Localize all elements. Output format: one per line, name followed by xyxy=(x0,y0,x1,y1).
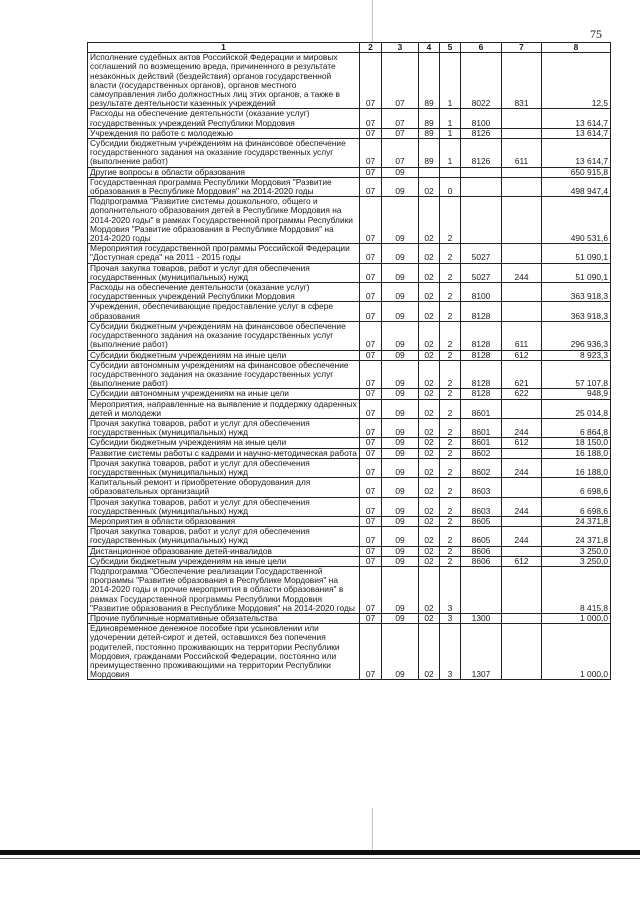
row-amount: 6 698,6 xyxy=(542,478,611,497)
row-program: 89 xyxy=(419,109,440,128)
row-subprogram: 2 xyxy=(440,360,461,389)
row-subprogram: 2 xyxy=(440,527,461,546)
row-subprogram: 2 xyxy=(440,556,461,566)
row-expense-type xyxy=(502,167,542,177)
row-name: Субсидии бюджетным учреждениям на иные цели xyxy=(88,556,360,566)
row-amount: 24 371,8 xyxy=(542,516,611,526)
row-program: 02 xyxy=(419,263,440,282)
row-name: Учреждения, обеспечивающие предоставление услуг в сфере образования xyxy=(88,302,360,321)
row-target-article: 8606 xyxy=(461,556,502,566)
row-target-article: 8100 xyxy=(461,109,502,128)
row-program: 02 xyxy=(419,527,440,546)
row-expense-type xyxy=(502,197,542,244)
row-amount: 363 918,3 xyxy=(542,283,611,302)
row-subsection: 09 xyxy=(382,478,419,497)
row-expense-type xyxy=(502,109,542,128)
row-expense-type xyxy=(502,244,542,263)
row-amount: 13 614,7 xyxy=(542,139,611,168)
row-target-article: 8601 xyxy=(461,418,502,437)
row-program: 02 xyxy=(419,321,440,350)
row-amount: 296 936,3 xyxy=(542,321,611,350)
row-program: 02 xyxy=(419,350,440,360)
row-program: 02 xyxy=(419,302,440,321)
row-subsection: 09 xyxy=(382,350,419,360)
row-section: 07 xyxy=(360,399,382,418)
row-subsection: 09 xyxy=(382,516,419,526)
budget-table xyxy=(87,42,611,680)
table-row xyxy=(88,448,611,458)
row-program: 02 xyxy=(419,566,440,613)
row-program: 02 xyxy=(419,177,440,196)
row-subprogram: 2 xyxy=(440,244,461,263)
row-subprogram: 2 xyxy=(440,546,461,556)
row-name: Государственная программа Республики Мордовия "Развитие образования в Республике Мордовия" на 2014-2020 годы xyxy=(88,177,360,196)
row-expense-type xyxy=(502,283,542,302)
row-target-article: 8128 xyxy=(461,321,502,350)
row-name: Прочая закупка товаров, работ и услуг для обеспечения государственных (муниципальных) нужд xyxy=(88,418,360,437)
scan-fold-line xyxy=(372,0,373,42)
row-expense-type xyxy=(502,128,542,138)
table-row xyxy=(88,546,611,556)
row-amount: 16 188,0 xyxy=(542,448,611,458)
row-expense-type: 612 xyxy=(502,556,542,566)
row-target-article: 8603 xyxy=(461,478,502,497)
row-subprogram: 1 xyxy=(440,139,461,168)
row-expense-type: 611 xyxy=(502,321,542,350)
row-amount: 3 250,0 xyxy=(542,546,611,556)
row-subsection: 09 xyxy=(382,197,419,244)
row-target-article: 8128 xyxy=(461,360,502,389)
row-amount: 24 371,8 xyxy=(542,527,611,546)
row-target-article: 8605 xyxy=(461,516,502,526)
row-expense-type: 244 xyxy=(502,527,542,546)
row-section: 07 xyxy=(360,448,382,458)
bottom-border-thin xyxy=(0,858,640,859)
row-name: Исполнение судебных актов Российской Федерации и мировых соглашений по возмещению вреда, причиненного в результате незаконных действий (бездействия) органов государственной власти (государственных органов), органов местного самоуправления либо должностных лиц этих органов, а также в результате деятельности казенных учреждений xyxy=(88,53,360,109)
row-name: Капитальный ремонт и приобретение оборудования для образовательных организаций xyxy=(88,478,360,497)
row-name: Субсидии автономным учреждениям на финансовое обеспечение государственного задания на оказание государственных услуг (выполнение работ) xyxy=(88,360,360,389)
row-amount: 51 090,1 xyxy=(542,244,611,263)
row-subsection: 09 xyxy=(382,624,419,680)
row-expense-type xyxy=(502,566,542,613)
row-name: Субсидии бюджетным учреждениям на финансовое обеспечение государственного задания на оказание государственных услуг (выполнение работ) xyxy=(88,139,360,168)
row-name: Учреждения по работе с молодежью xyxy=(88,128,360,138)
row-section: 07 xyxy=(360,139,382,168)
row-section: 07 xyxy=(360,389,382,399)
row-amount: 51 090,1 xyxy=(542,263,611,282)
row-section: 07 xyxy=(360,321,382,350)
row-name: Другие вопросы в области образования xyxy=(88,167,360,177)
row-expense-type xyxy=(502,399,542,418)
row-expense-type: 612 xyxy=(502,350,542,360)
row-program: 02 xyxy=(419,478,440,497)
row-target-article: 8126 xyxy=(461,128,502,138)
row-amount: 18 150,0 xyxy=(542,438,611,448)
row-subsection: 09 xyxy=(382,418,419,437)
row-program: 02 xyxy=(419,389,440,399)
row-amount: 1 000,0 xyxy=(542,624,611,680)
row-section: 07 xyxy=(360,546,382,556)
row-program: 02 xyxy=(419,556,440,566)
row-amount: 650 915,8 xyxy=(542,167,611,177)
row-subprogram: 2 xyxy=(440,458,461,477)
row-program: 02 xyxy=(419,516,440,526)
table-row xyxy=(88,613,611,623)
row-expense-type xyxy=(502,546,542,556)
row-subprogram: 2 xyxy=(440,418,461,437)
row-target-article: 8602 xyxy=(461,458,502,477)
table-row xyxy=(88,389,611,399)
row-expense-type: 244 xyxy=(502,458,542,477)
row-program: 02 xyxy=(419,360,440,389)
row-section: 07 xyxy=(360,53,382,109)
column-header-8: 8 xyxy=(542,43,611,53)
row-section: 07 xyxy=(360,360,382,389)
row-target-article: 8022 xyxy=(461,53,502,109)
row-program: 89 xyxy=(419,139,440,168)
row-program: 02 xyxy=(419,613,440,623)
table-row xyxy=(88,360,611,389)
row-name: Субсидии автономным учреждениям на иные цели xyxy=(88,389,360,399)
row-subprogram: 2 xyxy=(440,197,461,244)
row-name: Субсидии бюджетным учреждениям на финансовое обеспечение государственного задания на оказание государственных услуг (выполнение работ) xyxy=(88,321,360,350)
row-subsection: 07 xyxy=(382,139,419,168)
row-section: 07 xyxy=(360,350,382,360)
row-name: Прочая закупка товаров, работ и услуг для обеспечения государственных (муниципальных) нужд xyxy=(88,458,360,477)
row-name: Прочая закупка товаров, работ и услуг для обеспечения государственных (муниципальных) нужд xyxy=(88,497,360,516)
row-name: Расходы на обеспечение деятельности (оказание услуг) государственных учреждений Республики Мордовия xyxy=(88,109,360,128)
column-header-7: 7 xyxy=(502,43,542,53)
row-section: 07 xyxy=(360,566,382,613)
row-subprogram: 2 xyxy=(440,302,461,321)
row-subprogram: 2 xyxy=(440,389,461,399)
row-program: 02 xyxy=(419,418,440,437)
table-row xyxy=(88,527,611,546)
row-subprogram xyxy=(440,167,461,177)
table-row xyxy=(88,197,611,244)
row-expense-type: 831 xyxy=(502,53,542,109)
row-program: 02 xyxy=(419,624,440,680)
bottom-border-thick xyxy=(0,850,640,855)
row-subsection: 09 xyxy=(382,399,419,418)
row-name: Дистанционное образование детей-инвалидов xyxy=(88,546,360,556)
row-amount: 1 000,0 xyxy=(542,613,611,623)
page-number: 75 xyxy=(590,27,602,41)
row-subprogram: 2 xyxy=(440,350,461,360)
row-subprogram: 3 xyxy=(440,624,461,680)
row-subprogram: 2 xyxy=(440,478,461,497)
row-subprogram: 2 xyxy=(440,438,461,448)
scan-fold-line xyxy=(372,808,373,850)
row-amount: 13 614,7 xyxy=(542,109,611,128)
row-subprogram: 1 xyxy=(440,53,461,109)
row-subprogram: 2 xyxy=(440,321,461,350)
row-expense-type xyxy=(502,478,542,497)
row-program: 89 xyxy=(419,53,440,109)
row-amount: 8 923,3 xyxy=(542,350,611,360)
row-subsection: 07 xyxy=(382,53,419,109)
row-subsection: 09 xyxy=(382,244,419,263)
row-target-article: 8605 xyxy=(461,527,502,546)
row-subsection: 09 xyxy=(382,438,419,448)
row-name: Единовременное денежное пособие при усыновлении или удочерении детей-сирот и детей, оставшихся без попечения родителей, постоянно проживающих на территории Республики Мордовия, гражданами Российской Федерации, постоянно или преимущественно проживающими на территории Республики Мордовия xyxy=(88,624,360,680)
table-row xyxy=(88,566,611,613)
row-name: Подпрограмма "Обеспечение реализации Государственной программы "Развитие образования в Республике Мордовия" на 2014-2020 годы и прочие мероприятия в области образования" в рамках Государственной программы Республики Мордовия "Развитие образования в Республике Мордовия" на 2014-2020 годы xyxy=(88,566,360,613)
row-section: 07 xyxy=(360,109,382,128)
table-row xyxy=(88,109,611,128)
row-section: 07 xyxy=(360,556,382,566)
row-section: 07 xyxy=(360,302,382,321)
row-subsection: 09 xyxy=(382,302,419,321)
row-amount: 13 614,7 xyxy=(542,128,611,138)
row-amount: 12,5 xyxy=(542,53,611,109)
row-subsection: 09 xyxy=(382,177,419,196)
row-subprogram: 3 xyxy=(440,566,461,613)
row-section: 07 xyxy=(360,244,382,263)
row-subsection: 09 xyxy=(382,389,419,399)
row-program: 02 xyxy=(419,546,440,556)
table-row xyxy=(88,53,611,109)
table-row xyxy=(88,283,611,302)
row-amount: 6 864,8 xyxy=(542,418,611,437)
table-row xyxy=(88,263,611,282)
row-expense-type: 244 xyxy=(502,418,542,437)
row-target-article: 5027 xyxy=(461,244,502,263)
table-header xyxy=(88,43,611,53)
row-subsection: 09 xyxy=(382,613,419,623)
column-header-5: 5 xyxy=(440,43,461,53)
row-program: 02 xyxy=(419,458,440,477)
table-row xyxy=(88,418,611,437)
row-expense-type xyxy=(502,302,542,321)
table-row xyxy=(88,516,611,526)
row-subprogram: 0 xyxy=(440,177,461,196)
row-amount: 363 918,3 xyxy=(542,302,611,321)
row-subprogram: 1 xyxy=(440,128,461,138)
row-section: 07 xyxy=(360,613,382,623)
row-subsection: 09 xyxy=(382,321,419,350)
row-program: 02 xyxy=(419,197,440,244)
row-name: Мероприятия государственной программы Российской Федерации "Доступная среда" на 2011 - 2015 годы xyxy=(88,244,360,263)
row-subsection: 07 xyxy=(382,109,419,128)
table-row xyxy=(88,399,611,418)
row-amount: 8 415,8 xyxy=(542,566,611,613)
row-target-article: 8128 xyxy=(461,389,502,399)
row-section: 07 xyxy=(360,418,382,437)
row-target-article: 1300 xyxy=(461,613,502,623)
row-amount: 25 014,8 xyxy=(542,399,611,418)
row-name: Расходы на обеспечение деятельности (оказание услуг) государственных учреждений Республики Мордовия xyxy=(88,283,360,302)
row-target-article: 8601 xyxy=(461,438,502,448)
row-program xyxy=(419,167,440,177)
row-target-article: 8100 xyxy=(461,283,502,302)
row-section: 07 xyxy=(360,128,382,138)
row-amount: 490 531,6 xyxy=(542,197,611,244)
row-program: 02 xyxy=(419,283,440,302)
table-row xyxy=(88,244,611,263)
row-section: 07 xyxy=(360,438,382,448)
row-name: Развитие системы работы с кадрами и научно-методическая работа xyxy=(88,448,360,458)
row-subsection: 09 xyxy=(382,556,419,566)
row-name: Субсидии бюджетным учреждениям на иные цели xyxy=(88,350,360,360)
row-amount: 57 107,8 xyxy=(542,360,611,389)
row-program: 02 xyxy=(419,448,440,458)
row-amount: 3 250,0 xyxy=(542,556,611,566)
row-amount: 498 947,4 xyxy=(542,177,611,196)
row-program: 02 xyxy=(419,244,440,263)
table-row xyxy=(88,321,611,350)
row-target-article xyxy=(461,566,502,613)
row-program: 02 xyxy=(419,497,440,516)
row-amount: 6 698,6 xyxy=(542,497,611,516)
row-subprogram: 2 xyxy=(440,516,461,526)
table-row xyxy=(88,556,611,566)
row-target-article: 8128 xyxy=(461,302,502,321)
row-subprogram: 2 xyxy=(440,263,461,282)
row-name: Субсидии бюджетным учреждениям на иные цели xyxy=(88,438,360,448)
table-row xyxy=(88,350,611,360)
row-name: Прочая закупка товаров, работ и услуг для обеспечения государственных (муниципальных) нужд xyxy=(88,527,360,546)
row-name: Подпрограмма "Развитие системы дошкольного, общего и дополнительного образования детей в Республике Мордовия на 2014-2020 годы" в рамках Государственной программы Республики Мордовия "Развитие образования в Республике Мордовия" на 2014-2020 годы xyxy=(88,197,360,244)
row-name: Прочие публичные нормативные обязательства xyxy=(88,613,360,623)
table-row xyxy=(88,624,611,680)
row-expense-type: 611 xyxy=(502,139,542,168)
row-expense-type xyxy=(502,448,542,458)
row-expense-type xyxy=(502,516,542,526)
row-program: 02 xyxy=(419,399,440,418)
row-subsection: 09 xyxy=(382,566,419,613)
table-row xyxy=(88,302,611,321)
row-subsection: 09 xyxy=(382,527,419,546)
row-subprogram: 3 xyxy=(440,613,461,623)
row-target-article: 8601 xyxy=(461,399,502,418)
row-amount: 948,9 xyxy=(542,389,611,399)
row-subsection: 09 xyxy=(382,283,419,302)
row-expense-type xyxy=(502,624,542,680)
row-section: 07 xyxy=(360,283,382,302)
table-row xyxy=(88,139,611,168)
row-subprogram: 2 xyxy=(440,283,461,302)
table-row xyxy=(88,497,611,516)
row-expense-type: 622 xyxy=(502,389,542,399)
row-target-article: 1307 xyxy=(461,624,502,680)
row-section: 07 xyxy=(360,624,382,680)
row-section: 07 xyxy=(360,478,382,497)
row-subsection: 09 xyxy=(382,546,419,556)
row-target-article: 8128 xyxy=(461,350,502,360)
row-name: Прочая закупка товаров, работ и услуг для обеспечения государственных (муниципальных) нужд xyxy=(88,263,360,282)
table-row xyxy=(88,167,611,177)
row-expense-type: 244 xyxy=(502,263,542,282)
row-name: Мероприятия, направленные на выявление и поддержку одаренных детей и молодежи xyxy=(88,399,360,418)
row-target-article xyxy=(461,177,502,196)
column-header-2: 2 xyxy=(360,43,382,53)
row-expense-type: 612 xyxy=(502,438,542,448)
row-section: 07 xyxy=(360,263,382,282)
table-row xyxy=(88,128,611,138)
row-target-article: 8126 xyxy=(461,139,502,168)
row-section: 07 xyxy=(360,527,382,546)
row-subprogram: 1 xyxy=(440,109,461,128)
table-body xyxy=(88,53,611,680)
row-program: 89 xyxy=(419,128,440,138)
row-subprogram: 2 xyxy=(440,399,461,418)
row-expense-type xyxy=(502,177,542,196)
row-subsection: 09 xyxy=(382,458,419,477)
row-program: 02 xyxy=(419,438,440,448)
column-header-1: 1 xyxy=(88,43,360,53)
row-subsection: 09 xyxy=(382,497,419,516)
row-target-article xyxy=(461,167,502,177)
row-section: 07 xyxy=(360,167,382,177)
row-section: 07 xyxy=(360,177,382,196)
row-subsection: 09 xyxy=(382,167,419,177)
row-target-article: 8603 xyxy=(461,497,502,516)
row-section: 07 xyxy=(360,497,382,516)
table-row xyxy=(88,177,611,196)
table-row xyxy=(88,458,611,477)
row-section: 07 xyxy=(360,458,382,477)
row-section: 07 xyxy=(360,197,382,244)
row-target-article: 5027 xyxy=(461,263,502,282)
row-subsection: 09 xyxy=(382,448,419,458)
row-amount: 16 188,0 xyxy=(542,458,611,477)
row-subsection: 09 xyxy=(382,360,419,389)
table-row xyxy=(88,478,611,497)
row-expense-type xyxy=(502,613,542,623)
row-section: 07 xyxy=(360,516,382,526)
row-target-article xyxy=(461,197,502,244)
row-subsection: 09 xyxy=(382,263,419,282)
table-row xyxy=(88,438,611,448)
row-subprogram: 2 xyxy=(440,448,461,458)
row-target-article: 8606 xyxy=(461,546,502,556)
row-name: Мероприятия в области образования xyxy=(88,516,360,526)
row-expense-type: 621 xyxy=(502,360,542,389)
column-header-4: 4 xyxy=(419,43,440,53)
column-header-6: 6 xyxy=(461,43,502,53)
row-target-article: 8602 xyxy=(461,448,502,458)
column-header-3: 3 xyxy=(382,43,419,53)
row-subprogram: 2 xyxy=(440,497,461,516)
row-subsection: 07 xyxy=(382,128,419,138)
row-expense-type: 244 xyxy=(502,497,542,516)
